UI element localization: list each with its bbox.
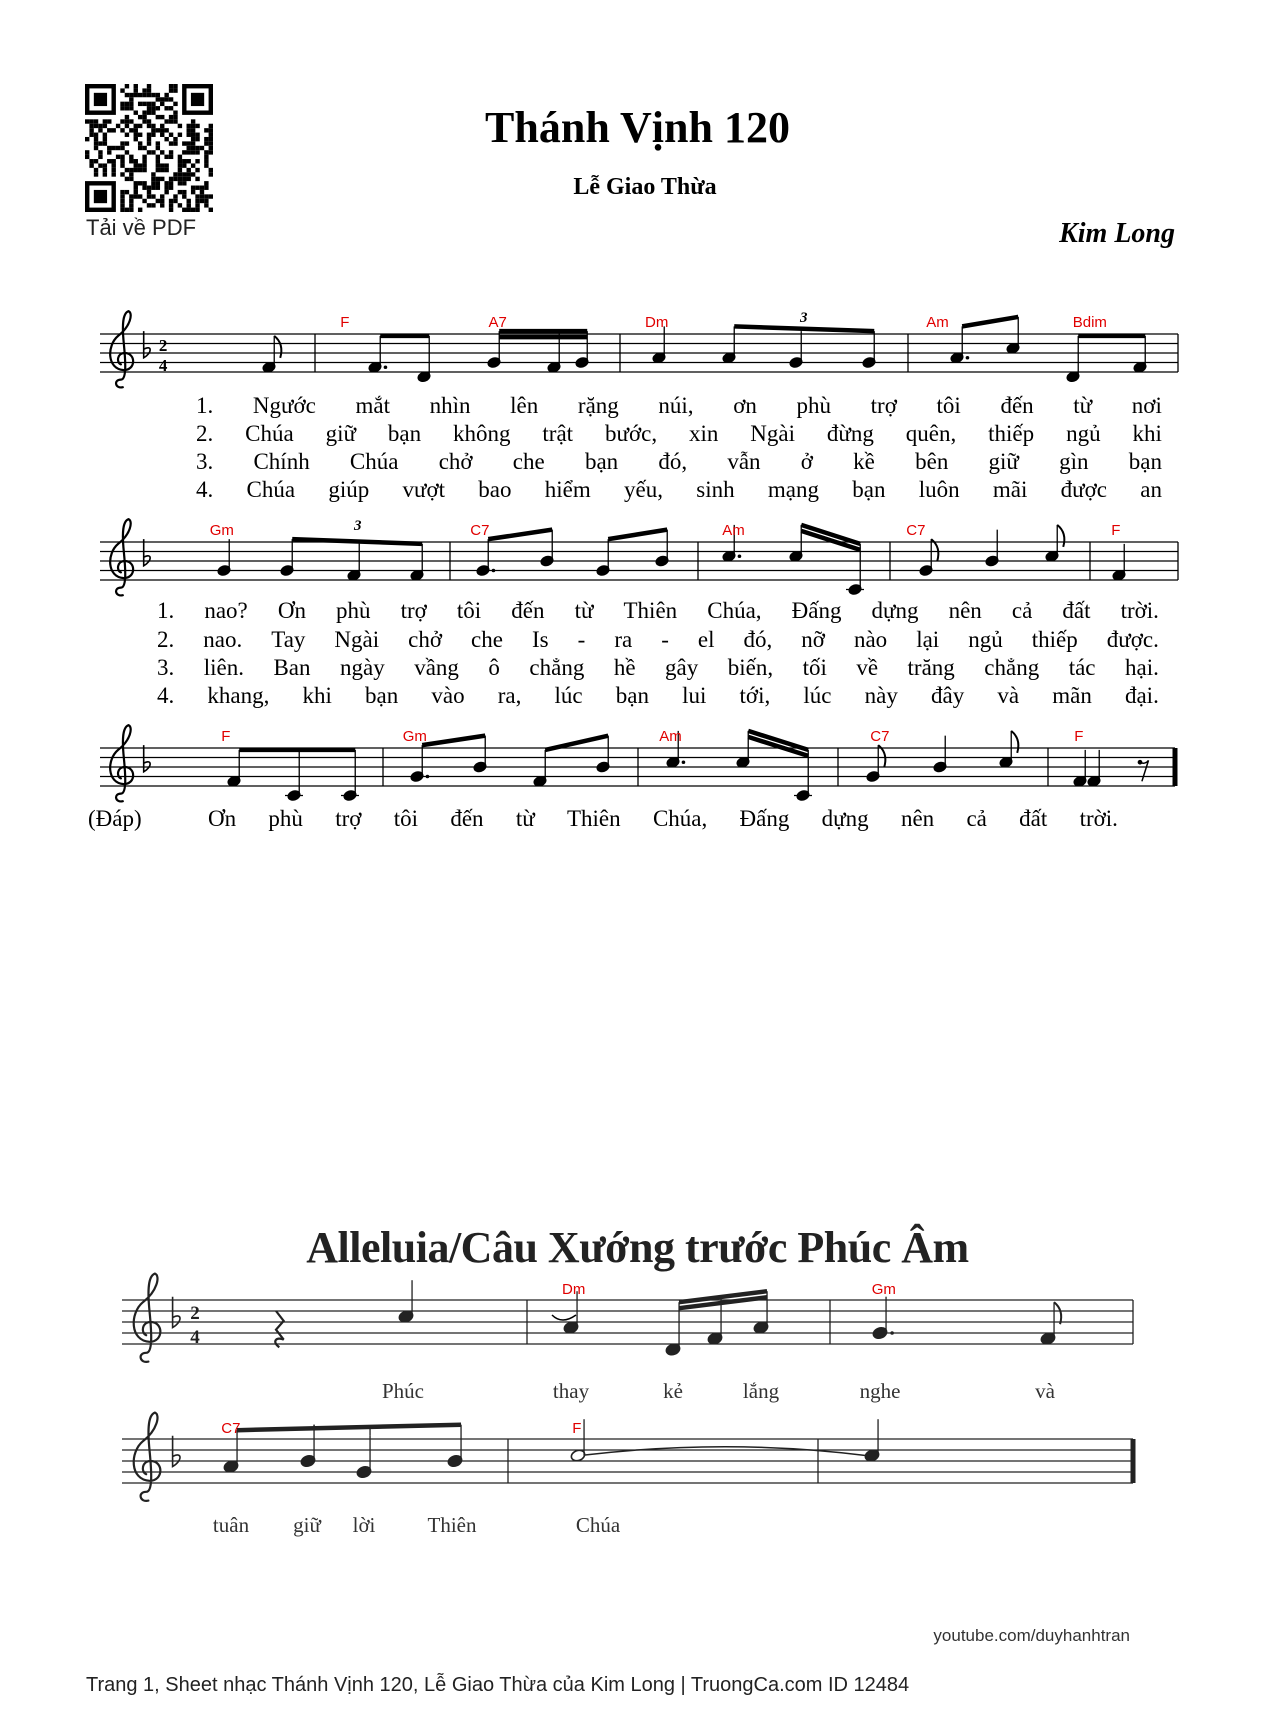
lyric-word: Thiên (427, 1513, 477, 1537)
lyric-syllable: Tay (271, 627, 306, 652)
chord-symbol: F (340, 314, 350, 331)
lyric-syllable: phù (796, 393, 832, 418)
lyric-syllable: lại (916, 627, 940, 652)
lyric-syllable: 4. (196, 477, 214, 502)
verse-4-line-1 (196, 477, 1162, 503)
verse-4-line-2 (157, 683, 1159, 709)
lyric-syllable: chở (408, 627, 443, 652)
lyric-syllable: mắt (355, 393, 390, 418)
composer: Kim Long (1059, 218, 1175, 249)
verse-3-line-1 (196, 449, 1162, 475)
lyric-syllable: Ngước (252, 393, 316, 418)
lyric-syllable: đừng (826, 421, 874, 446)
tie (585, 1447, 870, 1456)
lyric-syllable: nên (900, 806, 935, 831)
treble-clef-icon (134, 1274, 161, 1362)
lyric-syllable: 4. (157, 683, 175, 708)
lyric-syllable: đến (1000, 393, 1034, 418)
lyric-syllable: hề (613, 655, 636, 680)
slur (552, 1315, 576, 1320)
lyric-word: Chúa (575, 1513, 621, 1537)
lyric-syllable: khi (302, 683, 332, 708)
lyric-syllable: nào (853, 627, 888, 652)
lyric-syllable: Thiên (566, 806, 621, 831)
lyric-syllable: lúc (554, 683, 583, 708)
note-dot (966, 356, 970, 360)
lyric-syllable: Chúa (245, 421, 294, 446)
treble-clef-icon (134, 1413, 161, 1501)
lyric-syllable: chở (438, 449, 473, 474)
lyric-syllable: Chúa (246, 477, 296, 502)
lyric-syllable: bạn (387, 421, 422, 446)
lyric-syllable: đất (1019, 806, 1048, 831)
lyric-syllable: nỡ (801, 627, 825, 652)
lyric-syllable: trời. (1120, 598, 1159, 623)
chord-symbol: Dm (562, 1281, 586, 1298)
note-dot (426, 775, 430, 779)
chord-symbol: Gm (209, 522, 234, 539)
lyric-syllable: trợ (870, 393, 897, 418)
refrain-lyrics (208, 806, 1118, 832)
verse-2-line-2 (157, 627, 1159, 653)
time-signature: 2 (158, 336, 168, 355)
lyric-syllable: tác (1068, 655, 1096, 680)
lyric-word: nghe (859, 1379, 901, 1403)
chord-symbol: Bdim (1072, 314, 1107, 331)
lyric-syllable: bạn (852, 477, 886, 502)
lyric-syllable: luôn (918, 477, 960, 502)
lyric-syllable: Chúa (349, 449, 399, 474)
lyric-syllable: lúc (803, 683, 832, 708)
lyric-syllable: chẳng (984, 655, 1040, 680)
lyric-syllable: đây (931, 683, 965, 708)
lyric-syllable: nhìn (429, 393, 471, 418)
lyric-syllable: đó, (658, 449, 688, 474)
verse-1-line-2 (157, 598, 1159, 624)
lyric-syllable: Ơn (208, 806, 237, 831)
lyric-syllable: bao (478, 477, 512, 502)
chord-symbol: F (1111, 522, 1121, 539)
song-subtitle: Lễ Giao Thừa (573, 174, 717, 200)
lyric-syllable: vào (431, 683, 465, 708)
lyric-syllable: 1. (196, 393, 214, 418)
lyric-syllable: đại. (1124, 683, 1159, 708)
lyric-syllable: xin (688, 421, 719, 446)
lyric-syllable: ra (614, 627, 633, 652)
lyric-syllable: mạng (767, 477, 819, 502)
time-signature: 2 (190, 1303, 200, 1324)
note-flag (274, 336, 281, 358)
lyric-syllable: cả (966, 806, 987, 831)
eighth-rest-icon (1140, 760, 1149, 781)
treble-clef-icon (110, 311, 133, 387)
lyric-syllable: thiếp (988, 421, 1035, 446)
lyric-syllable: ô (488, 655, 500, 680)
lyric-syllable: giúp (328, 477, 370, 502)
note-dot (384, 365, 388, 369)
lyric-syllable: sinh (696, 477, 735, 502)
lyric-syllable: bước, (604, 421, 658, 446)
lyric-syllable: khang, (207, 683, 270, 708)
lyric-syllable: khi (1132, 421, 1162, 446)
lyric-syllable: yếu, (624, 477, 664, 502)
lyric-syllable: nên (948, 598, 982, 623)
lyric-syllable: gây (665, 655, 699, 680)
lyric-syllable: ngủ (968, 627, 1003, 652)
lyric-syllable: thiếp (1031, 627, 1078, 652)
download-pdf-link[interactable]: Tải về PDF (86, 215, 197, 240)
lyric-syllable: ra, (497, 683, 522, 708)
lyric-syllable: được (1060, 477, 1108, 502)
lyric-syllable: bạn (365, 683, 399, 708)
chord-symbol: Am (722, 522, 745, 539)
chord-symbol: F (221, 728, 231, 745)
note-dot (738, 554, 742, 558)
beam (962, 317, 1018, 327)
lyric-syllable: biến, (727, 655, 774, 680)
youtube-credit[interactable]: youtube.com/duyhanhtran (933, 1626, 1130, 1645)
lyric-syllable: el (697, 627, 715, 652)
beam (608, 530, 667, 540)
lyric-syllable: Chúa, (652, 806, 708, 831)
flat-key-signature (144, 331, 150, 358)
lyric-syllable: phù (268, 806, 303, 831)
lyric-syllable: liên. (203, 655, 244, 680)
treble-clef-icon (110, 519, 133, 595)
lyric-syllable: đến (450, 806, 484, 831)
chord-symbol: F (1074, 728, 1084, 745)
lyric-syllable: Đấng (791, 598, 842, 623)
chord-symbol: Dm (645, 314, 669, 331)
lyric-syllable: đó, (743, 627, 773, 652)
verse-1-line-1 (196, 393, 1162, 419)
lyric-syllable: trật (542, 421, 574, 446)
lyric-syllable: che (471, 627, 503, 652)
song-title: Thánh Vịnh 120 (485, 103, 790, 152)
lyric-syllable: bạn (584, 449, 619, 474)
lyric-syllable: nao. (203, 627, 243, 652)
lyric-syllable: không (453, 421, 511, 446)
lyric-syllable: trời. (1079, 806, 1118, 831)
page-footer: Trang 1, Sheet nhạc Thánh Vịnh 120, Lễ Giao Thừa của Kim Long | TruongCa.com ID 12484 (86, 1674, 910, 1696)
alleluia-title: Alleluia/Câu Xướng trước Phúc Âm (306, 1223, 969, 1272)
lyric-syllable: giữ (325, 421, 356, 446)
lyric-syllable: - (661, 627, 669, 652)
lyric-syllable: dựng (871, 598, 919, 623)
lyric-syllable: và (997, 683, 1020, 708)
lyric-syllable: ở (800, 449, 813, 474)
verse-3-line-2 (157, 655, 1159, 681)
lyric-syllable: hại. (1124, 655, 1159, 680)
lyric-word: lời (352, 1513, 376, 1537)
lyric-word: tuân (212, 1513, 250, 1537)
lyric-syllable: đất (1062, 598, 1091, 623)
lyric-word: Phúc (382, 1379, 424, 1403)
refrain-label: (Đáp) (88, 806, 142, 831)
beam (422, 736, 485, 746)
lyric-syllable: 2. (196, 421, 214, 446)
lyric-syllable: giữ (988, 449, 1019, 474)
chord-symbol: C7 (906, 522, 926, 539)
lyric-syllable: Ngài (750, 421, 795, 446)
lyric-syllable: 3. (157, 655, 175, 680)
lyric-syllable: 1. (157, 598, 175, 623)
lyric-syllable: Thiên (623, 598, 678, 623)
lyric-syllable: bạn (615, 683, 649, 708)
lyric-syllable: nơi (1131, 393, 1162, 418)
lyric-syllable: từ (515, 806, 535, 831)
note-dot (682, 760, 686, 764)
lyric-syllable: kề (853, 449, 875, 474)
lyric-syllable: tối (802, 655, 827, 680)
lyric-syllable: vầng (414, 655, 459, 680)
flat-key-signature (173, 1297, 180, 1328)
chord-symbol: A7 (488, 314, 507, 331)
lyric-syllable: núi, (658, 393, 694, 418)
lyric-syllable: đến (511, 598, 545, 623)
note-dot (890, 1331, 894, 1335)
lyric-syllable: trợ (400, 598, 427, 623)
lyric-syllable: nao? (204, 598, 248, 623)
beam (292, 539, 422, 544)
beam (734, 326, 874, 331)
flat-key-signature (144, 539, 150, 566)
chord-symbol: C7 (470, 522, 490, 539)
lyric-syllable: an (1140, 477, 1162, 502)
lyric-syllable: tôi (456, 598, 482, 623)
lyric-syllable: từ (574, 598, 594, 623)
lyric-syllable: trợ (335, 806, 362, 831)
lyric-syllable: mãn (1052, 683, 1092, 708)
lyric-syllable: Chính (253, 449, 310, 474)
lyric-syllable: ngày (340, 655, 385, 680)
lyric-syllable: được. (1106, 627, 1159, 652)
lyric-syllable: chẳng (529, 655, 585, 680)
lyric-syllable: tôi (393, 806, 419, 831)
chord-symbol: Am (659, 728, 682, 745)
lyric-syllable: Đấng (739, 806, 790, 831)
lyric-syllable: Is (531, 627, 549, 652)
note-flag (1054, 1302, 1061, 1324)
quarter-rest-icon (275, 1311, 283, 1347)
beam (488, 530, 552, 540)
chord-symbol: Gm (871, 1281, 896, 1298)
lyric-syllable: gìn (1059, 449, 1089, 474)
lyric-word: lắng (742, 1379, 780, 1403)
flat-key-signature (173, 1436, 180, 1467)
tuplet-number: 3 (800, 310, 808, 326)
chord-symbol: F (572, 1420, 582, 1437)
chord-symbol: Gm (402, 728, 427, 745)
lyric-syllable: dựng (821, 806, 869, 831)
beam (237, 1425, 461, 1431)
lyric-syllable: cả (1011, 598, 1033, 623)
chord-symbol: Am (926, 314, 949, 331)
lyric-syllable: Ơn (277, 598, 306, 623)
time-signature: 4 (158, 356, 168, 375)
lyric-syllable: về (856, 655, 879, 680)
lyric-word: và (1035, 1379, 1055, 1403)
lyric-syllable: Chúa, (707, 598, 762, 623)
lyric-word: thay (552, 1379, 590, 1403)
lyric-syllable: rặng (577, 393, 619, 418)
lyric-syllable: lên (510, 393, 539, 418)
lyric-syllable: lui (682, 683, 707, 708)
note-flag (1057, 525, 1064, 547)
lyric-syllable: ngủ (1066, 421, 1101, 446)
lyric-syllable: vượt (402, 477, 446, 502)
lyric-syllable: hiểm (544, 477, 591, 502)
lyric-syllable: ơn (733, 393, 757, 418)
lyric-syllable: Ngài (334, 627, 380, 652)
lyric-syllable: trăng (907, 655, 955, 680)
lyric-syllable: 3. (196, 449, 214, 474)
note-flag (1011, 731, 1018, 753)
treble-clef-icon (110, 725, 133, 801)
lyric-syllable: này (864, 683, 898, 708)
eighth-rest-icon (1138, 760, 1143, 765)
lyric-syllable: mãi (992, 477, 1028, 502)
lyric-syllable: tới, (739, 683, 771, 708)
lyric-syllable: vẫn (727, 449, 761, 474)
lyric-syllable: bạn (1128, 449, 1162, 474)
lyric-syllable: che (512, 449, 545, 474)
lyric-syllable: phù (336, 598, 371, 623)
verse-2-line-1 (196, 421, 1162, 447)
chord-symbol: C7 (870, 728, 890, 745)
time-signature: 4 (190, 1327, 200, 1348)
lyric-syllable: - (577, 627, 586, 652)
lyric-syllable: quên, (905, 421, 957, 446)
tuplet-number: 3 (354, 518, 362, 534)
lyric-word: kẻ (663, 1379, 683, 1403)
lyric-syllable: bên (915, 449, 949, 474)
chord-symbol: C7 (221, 1420, 241, 1437)
lyric-syllable: tôi (936, 393, 961, 418)
note-dot (492, 569, 496, 573)
lyric-syllable: từ (1073, 393, 1093, 418)
flat-key-signature (144, 745, 150, 772)
lyric-word: giữ (293, 1513, 321, 1537)
lyric-syllable: 2. (157, 627, 175, 652)
lyric-syllable: Ban (273, 655, 311, 680)
